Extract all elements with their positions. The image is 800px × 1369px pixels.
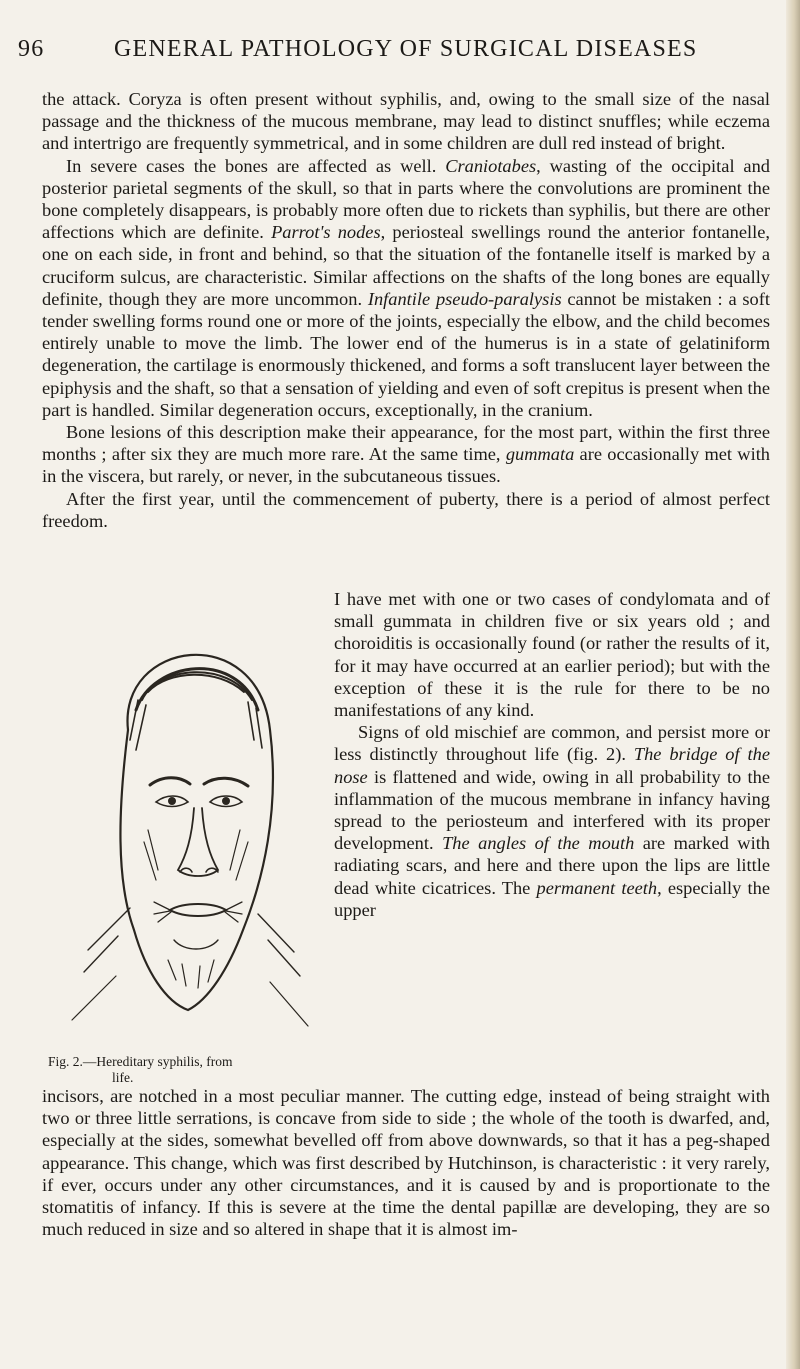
running-header bbox=[18, 36, 778, 66]
face-engraving-illustration bbox=[58, 580, 320, 1050]
page-number: 96 bbox=[18, 36, 45, 62]
paragraph-2: In severe cases the bones are affected as well. Craniotabes, wasting of the occipital and posterior parietal segments of the skull, so that in parts where the convolutions are prominent the bone completely disappears, is probably more often due to rickets than syphilis, but there are other affections which are definite. Parrot's nodes, periosteal swellings round the anterior fontanelle, one on each side, in front and behind, so that the situation of the fontanelle itself is marked by a cruciform sulcus, are characteristic. Similar affections on the shafts of the long bones are equally definite, though they are more uncommon. Infantile pseudo-paralysis cannot be mistaken : a soft tender swelling forms round one or more of the joints, especially the elbow, and the child becomes entirely unable to move the limb. The lower end of the humerus is in a state of gelatiniform degeneration, the cartilage is enormously thickened, and forms a soft translucent layer between the epiphysis and the shaft, so that a sensation of yielding and even of soft crepitus is present when the part is handled. Similar degeneration occurs, exceptionally, in the cranium. bbox=[42, 155, 770, 420]
body-text-bottom bbox=[42, 1085, 770, 1240]
paragraph-5: Signs of old mischief are common, and persist more or less distinctly throughout life (fig. 2). The bridge of the nose is flattened and wide, owing in all probability to the inflammation of the mucous membrane in infancy having spread to the periosteum and interfered with its proper development. The angles of the mouth are marked with radiating scars, and here and there upon the lips are little dead white cicatrices. The permanent teeth, especially the upper bbox=[334, 722, 770, 920]
page-gutter-shadow bbox=[786, 0, 800, 1369]
caption-line-1: Fig. 2.—Hereditary syphilis, from bbox=[48, 1054, 233, 1069]
caption-line-2: life. bbox=[112, 1070, 134, 1085]
running-title: GENERAL PATHOLOGY OF SURGICAL DISEASES bbox=[114, 36, 698, 62]
term-gummata: gummata bbox=[505, 444, 575, 465]
term-infantile-pseudo-paralysis: Infantile pseudo-paralysis bbox=[367, 288, 562, 309]
term-craniotabes: Craniotabes bbox=[445, 155, 537, 176]
paragraph-5-continued: incisors, are notched in a most peculiar manner. The cutting edge, instead of being straight with two or three little serrations, is concave from side to side ; the whole of the tooth is dwarfed, and, especially at the sides, somewhat bevelled off from above downwards, so that it has a peg-shaped appearance. This change, which was first described by Hutchinson, is characteristic : it very rarely, if ever, occurs under any other circumstances, and it is caused by and is proportionate to the stomatitis of infancy. If this is severe at the time the dental papillæ are developing, they are so much reduced in size and so altered in shape that it is almost im- bbox=[42, 1086, 770, 1240]
paragraph-4-continued: I have met with one or two cases of condylomata and of small gummata in children five or six years old ; and choroiditis is occasionally found (or rather the results of it, for it may have occurred at an earlier period); but with the exception of these it is the rule for there to be no manifestations of any kind. bbox=[334, 589, 770, 721]
term-permanent-teeth: permanent teeth bbox=[536, 877, 658, 898]
body-text-top bbox=[42, 88, 770, 532]
term-parrots-nodes: Parrot's nodes bbox=[271, 222, 381, 243]
figure-2 bbox=[48, 580, 326, 1085]
paragraph-3: Bone lesions of this description make their appearance, for the most part, within the first three months ; after six they are much more rare. At the same time, gummata are occasionally met with in the viscera, but rarely, or never, in the subcutaneous tissues. bbox=[42, 422, 770, 487]
term-bridge-of-nose: The bridge of the nose bbox=[334, 744, 770, 787]
paragraph-4: After the first year, until the commencement of puberty, there is a period of almost perfect freedom. bbox=[42, 488, 770, 531]
figure-caption bbox=[48, 1054, 318, 1086]
paragraph-1: the attack. Coryza is often present without syphilis, and, owing to the small size of the nasal passage and the thickness of the mucous membrane, may lead to distinct snuffles; while eczema and intertrigo are frequently symmetrical, and in some children are dull red instead of bright. bbox=[42, 89, 770, 154]
body-text-beside-figure bbox=[334, 588, 770, 921]
term-angles-of-mouth: The angles of the mouth bbox=[442, 833, 635, 854]
